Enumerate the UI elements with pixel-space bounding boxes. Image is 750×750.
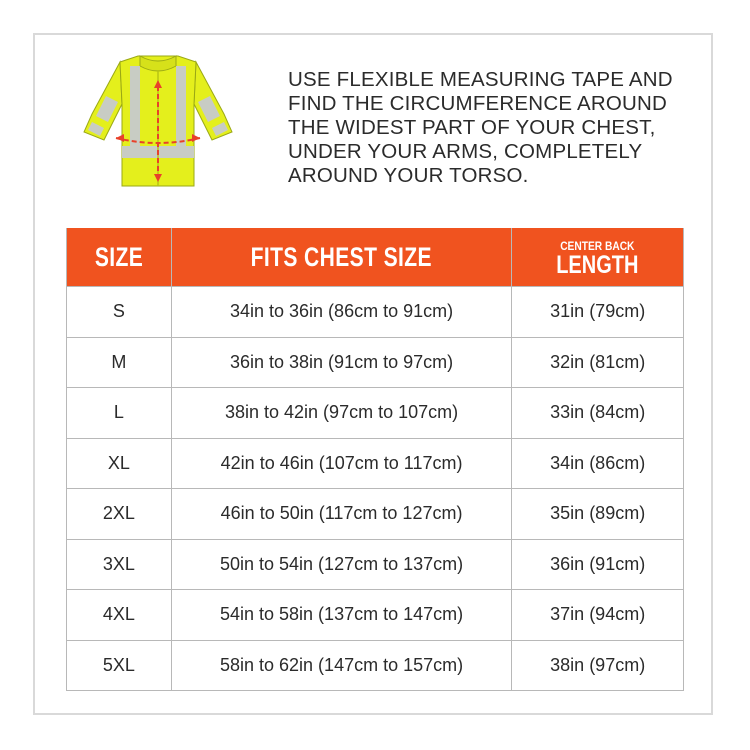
cell-length: 31in (79cm) [512, 287, 684, 338]
header-size: SIZE [67, 228, 172, 287]
cell-chest: 36in to 38in (91cm to 97cm) [171, 337, 512, 388]
cell-chest: 46in to 50in (117cm to 127cm) [171, 489, 512, 540]
cell-size: S [67, 287, 172, 338]
table-row [67, 640, 684, 691]
header-length-bottom: LENGTH [556, 251, 639, 279]
table-row [67, 539, 684, 590]
cell-length: 35in (89cm) [512, 489, 684, 540]
cell-chest: 50in to 54in (127cm to 137cm) [171, 539, 512, 590]
instruction-line: THE WIDEST PART OF YOUR CHEST, [288, 116, 656, 139]
hi-vis-jacket-icon [78, 52, 278, 202]
table-row [67, 489, 684, 540]
cell-size: 3XL [67, 539, 172, 590]
table-row [67, 388, 684, 439]
cell-length: 33in (84cm) [512, 388, 684, 439]
cell-size: XL [67, 438, 172, 489]
table-row [67, 337, 684, 388]
cell-chest: 58in to 62in (147cm to 157cm) [171, 640, 512, 691]
table-header-row [67, 228, 684, 287]
cell-chest: 38in to 42in (97cm to 107cm) [171, 388, 512, 439]
table-row [67, 438, 684, 489]
instruction-line: USE FLEXIBLE MEASURING TAPE AND [288, 68, 673, 91]
table-row [67, 287, 684, 338]
measuring-instructions [288, 68, 708, 188]
cell-size: 5XL [67, 640, 172, 691]
instruction-line: AROUND YOUR TORSO. [288, 164, 529, 187]
header-center-back-length [512, 228, 684, 287]
cell-size: M [67, 337, 172, 388]
cell-length: 36in (91cm) [512, 539, 684, 590]
table-row [67, 590, 684, 641]
header-length-top: CENTER BACK [560, 239, 635, 253]
cell-chest: 42in to 46in (107cm to 117cm) [171, 438, 512, 489]
cell-length: 37in (94cm) [512, 590, 684, 641]
cell-chest: 34in to 36in (86cm to 91cm) [171, 287, 512, 338]
cell-size: 4XL [67, 590, 172, 641]
header-chest-size: FITS CHEST SIZE [171, 228, 512, 287]
cell-length: 38in (97cm) [512, 640, 684, 691]
size-table [66, 228, 684, 691]
cell-length: 32in (81cm) [512, 337, 684, 388]
cell-length: 34in (86cm) [512, 438, 684, 489]
instruction-line: FIND THE CIRCUMFERENCE AROUND [288, 92, 667, 115]
cell-size: L [67, 388, 172, 439]
instruction-line: UNDER YOUR ARMS, COMPLETELY [288, 140, 643, 163]
cell-size: 2XL [67, 489, 172, 540]
cell-chest: 54in to 58in (137cm to 147cm) [171, 590, 512, 641]
